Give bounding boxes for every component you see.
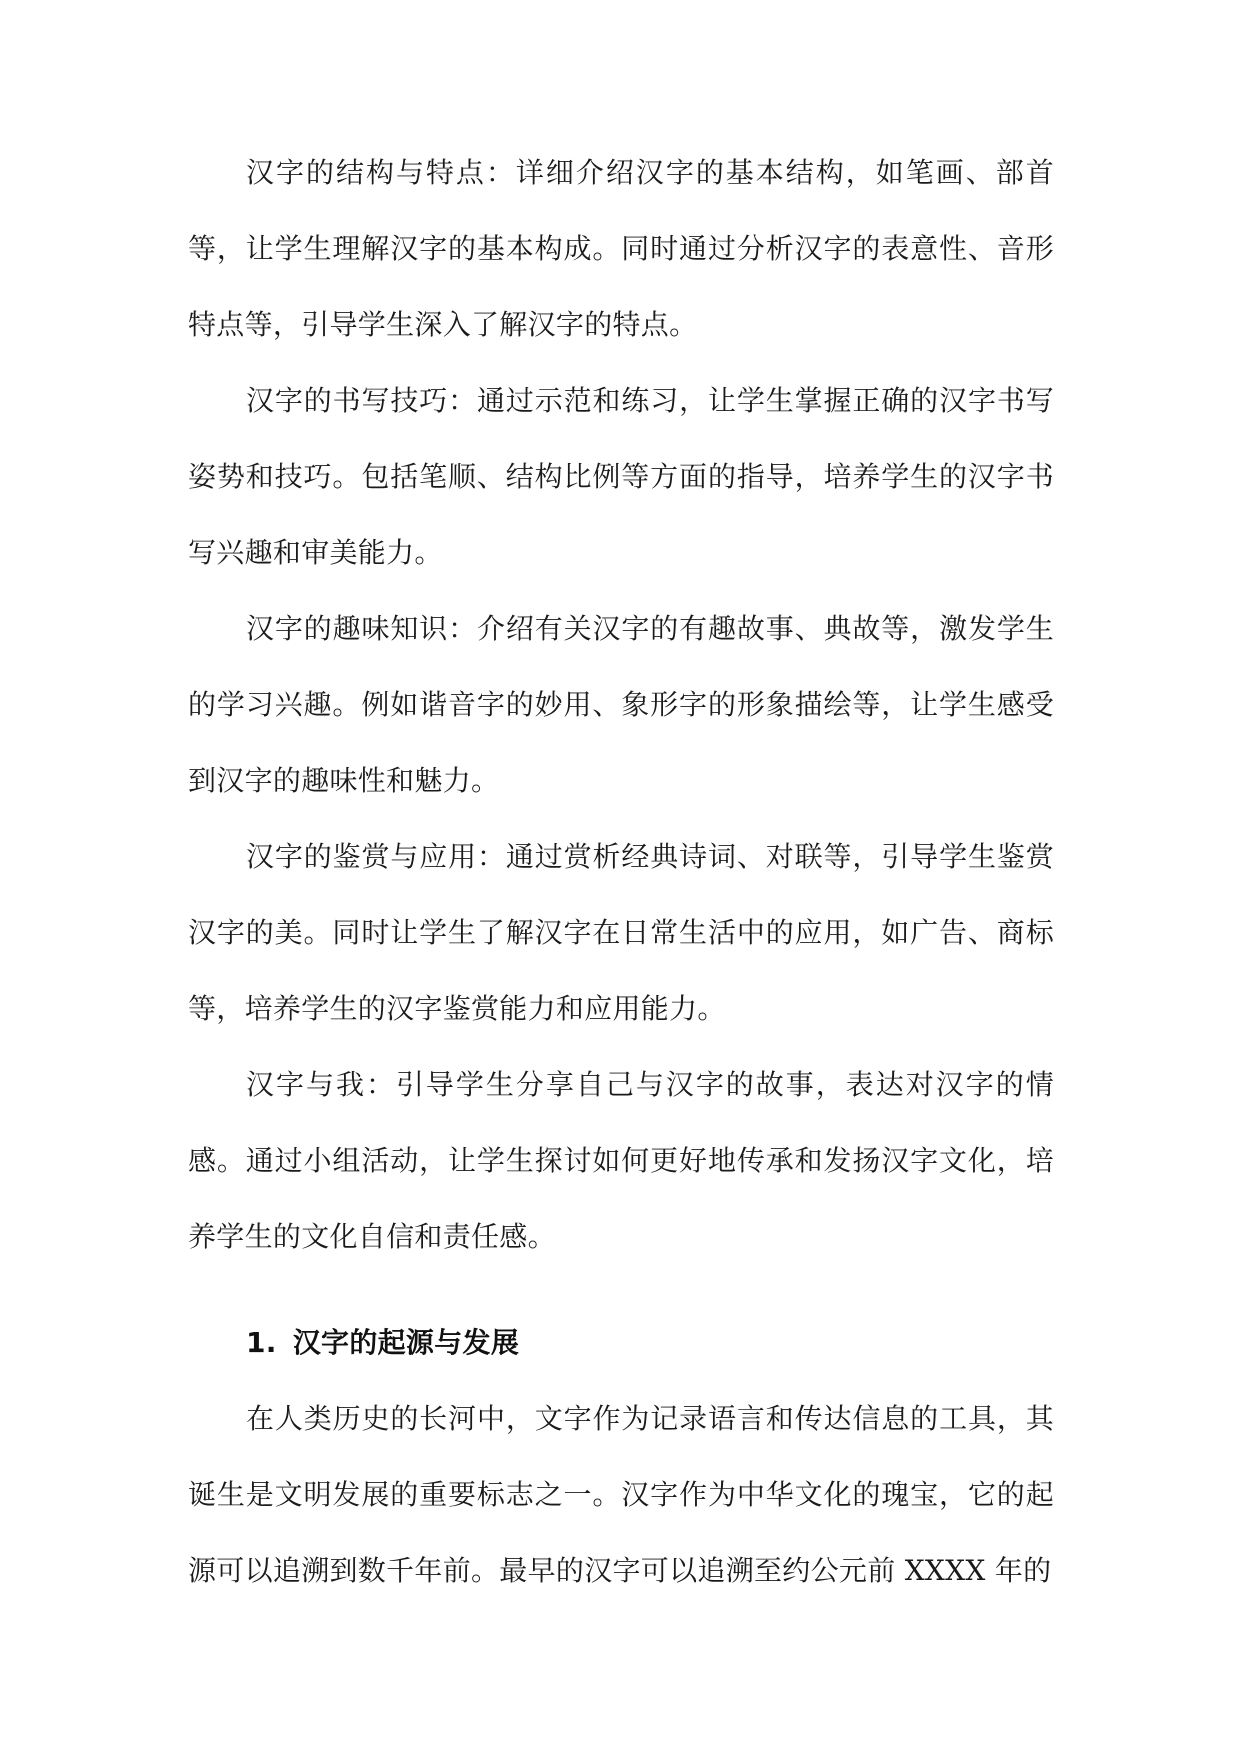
section-title: 汉字的起源与发展 [292, 1326, 520, 1359]
paragraph-chinese-and-me: 汉字与我：引导学生分享自己与汉字的故事，表达对汉字的情感。通过小组活动，让学生探讨如何更好地传承和发扬汉字文化，培养学生的文化自信和责任感。 [188, 1068, 1054, 1253]
paragraph-structure-features: 汉字的结构与特点：详细介绍汉字的基本结构，如笔画、部首等，让学生理解汉字的基本构成。同时通过分析汉字的表意性、音形特点等，引导学生深入了解汉字的特点。 [188, 156, 1054, 341]
document-body [188, 135, 1054, 1609]
paragraph-fun-knowledge: 汉字的趣味知识：介绍有关汉字的有趣故事、典故等，激发学生的学习兴趣。例如谐音字的妙用、象形字的形象描绘等，让学生感受到汉字的趣味性和魅力。 [188, 612, 1054, 797]
paragraph-origin-intro: 在人类历史的长河中，文字作为记录语言和传达信息的工具，其诞生是文明发展的重要标志之一。汉字作为中华文化的瑰宝，它的起源可以追溯到数千年前。最早的汉字可以追溯至约公元前 XXXX 年的 [188, 1402, 1054, 1587]
section-heading [188, 1305, 1054, 1381]
section-number: 1. [246, 1326, 277, 1359]
paragraph-writing-skills: 汉字的书写技巧：通过示范和练习，让学生掌握正确的汉字书写姿势和技巧。包括笔顺、结构比例等方面的指导，培养学生的汉字书写兴趣和审美能力。 [188, 384, 1054, 569]
paragraph-appreciation-application: 汉字的鉴赏与应用：通过赏析经典诗词、对联等，引导学生鉴赏汉字的美。同时让学生了解汉字在日常生活中的应用，如广告、商标等，培养学生的汉字鉴赏能力和应用能力。 [188, 840, 1054, 1025]
